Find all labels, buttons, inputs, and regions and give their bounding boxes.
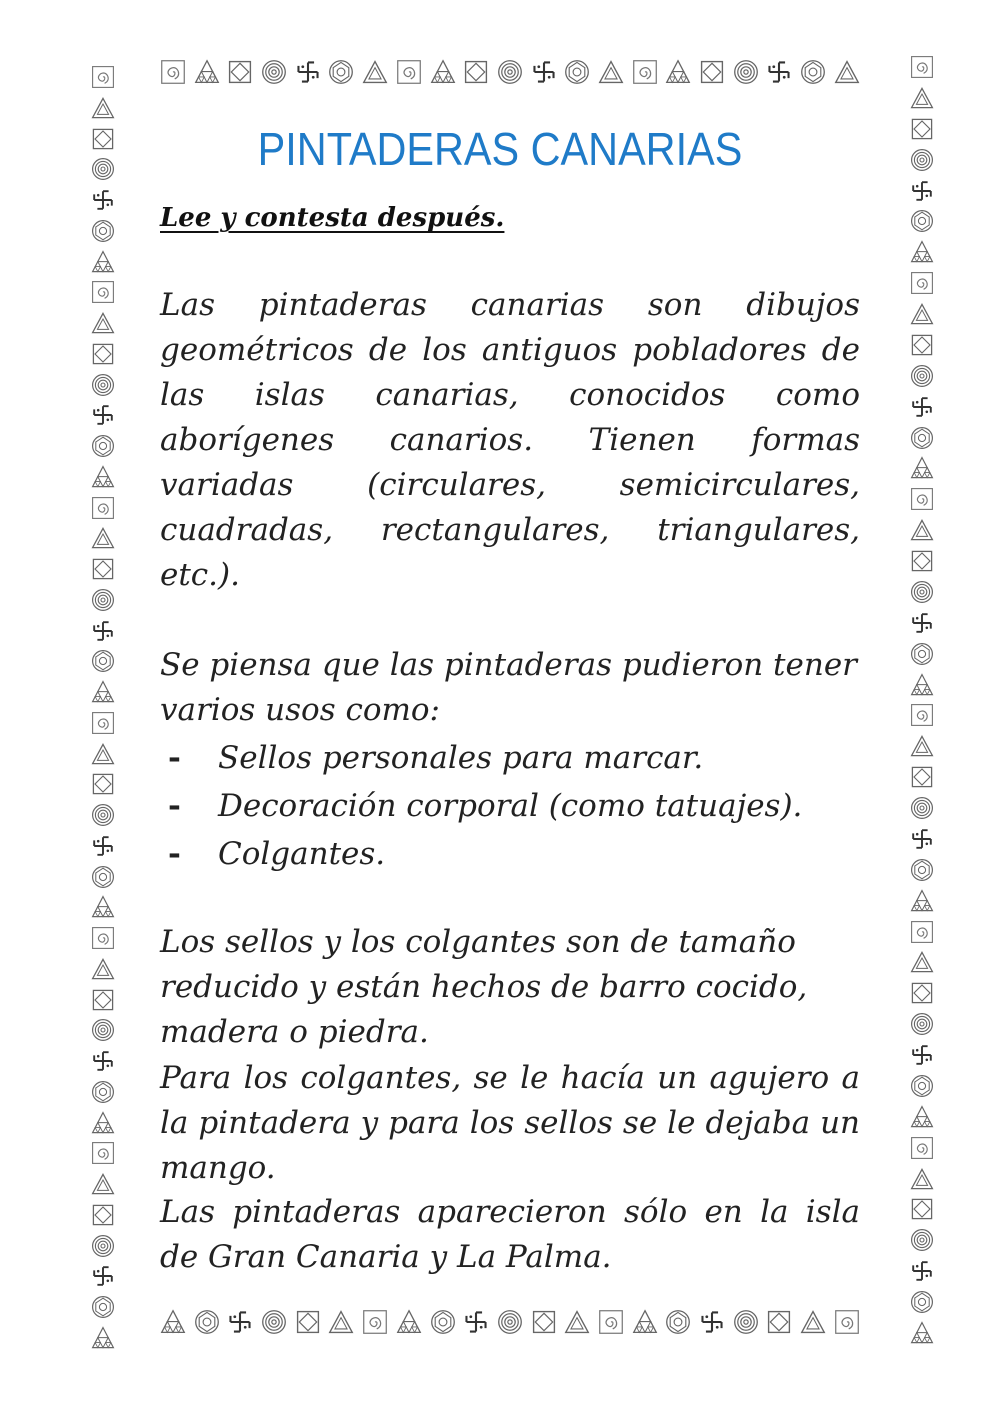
flower-circle-icon — [800, 59, 826, 85]
triangle-icon — [564, 1309, 590, 1335]
triangle-icon — [910, 518, 934, 542]
bullet-dash: - — [168, 836, 181, 872]
concentric-circles-icon — [91, 1234, 115, 1258]
holes-paragraph: Para los colgantes, se le hacía un agujero a la pintadera y para los sellos se le dejaba un mango. — [160, 1060, 860, 1186]
spiral-icon — [362, 1309, 388, 1335]
border-right — [905, 55, 939, 1345]
triangle-grid-icon — [910, 889, 934, 913]
list-item-text: Colgantes. — [218, 836, 386, 872]
triangle-grid-icon — [91, 250, 115, 274]
list-item — [160, 782, 860, 830]
list-item-text: Sellos personales para marcar. — [218, 740, 704, 776]
flower-circle-icon — [91, 649, 115, 673]
diamond-square-icon — [463, 59, 489, 85]
triangle-grid-icon — [396, 1309, 422, 1335]
list-item — [160, 734, 860, 782]
concentric-circles-icon — [733, 1309, 759, 1335]
flower-circle-icon — [665, 1309, 691, 1335]
triangle-icon — [91, 526, 115, 550]
concentric-circles-icon — [261, 1309, 287, 1335]
triangle-icon — [91, 1172, 115, 1196]
border-top — [160, 55, 860, 89]
uses-intro-paragraph: Se piensa que las pintaderas pudieron tener varios usos como: — [160, 647, 857, 728]
triangle-icon — [800, 1309, 826, 1335]
flower-circle-icon — [328, 59, 354, 85]
pinwheel-icon — [91, 619, 115, 643]
diamond-square-icon — [910, 549, 934, 573]
diamond-square-icon — [766, 1309, 792, 1335]
flower-circle-icon — [91, 865, 115, 889]
bullet-dash: - — [168, 740, 181, 776]
pinwheel-icon — [766, 59, 792, 85]
flower-circle-icon — [91, 1295, 115, 1319]
diamond-square-icon — [531, 1309, 557, 1335]
bullet-dash: - — [168, 788, 181, 824]
triangle-icon — [194, 59, 220, 85]
triangle-grid-icon — [91, 895, 115, 919]
diamond-square-icon — [91, 1203, 115, 1227]
concentric-circles-icon — [497, 59, 523, 85]
spiral-icon — [396, 59, 422, 85]
flower-circle-icon — [910, 858, 934, 882]
pinwheel-icon — [531, 59, 557, 85]
triangle-icon — [91, 96, 115, 120]
concentric-circles-icon — [910, 580, 934, 604]
flower-circle-icon — [194, 1309, 220, 1335]
triangle-grid-icon — [665, 59, 691, 85]
list-item — [160, 830, 860, 878]
pinwheel-icon — [463, 1309, 489, 1335]
spiral-icon — [910, 487, 934, 511]
pinwheel-icon — [910, 1043, 934, 1067]
concentric-circles-icon — [910, 1012, 934, 1036]
triangle-icon — [91, 957, 115, 981]
spiral-icon — [160, 59, 186, 85]
spiral-icon — [632, 59, 658, 85]
uses-list — [160, 734, 860, 878]
diamond-square-icon — [910, 333, 934, 357]
triangle-grid-icon — [160, 1309, 186, 1335]
diamond-square-icon — [227, 59, 253, 85]
pinwheel-icon — [91, 1049, 115, 1073]
concentric-circles-icon — [91, 588, 115, 612]
flower-circle-icon — [910, 642, 934, 666]
triangle-grid-icon — [910, 1321, 934, 1345]
islands-paragraph: Las pintaderas aparecieron sólo en la isla de Gran Canaria y La Palma. — [160, 1194, 860, 1275]
flower-circle-icon — [91, 434, 115, 458]
spiral-icon — [91, 280, 115, 304]
triangle-icon — [598, 59, 624, 85]
concentric-circles-icon — [91, 1018, 115, 1042]
spiral-icon — [910, 1136, 934, 1160]
flower-circle-icon — [91, 1080, 115, 1104]
triangle-grid-icon — [910, 240, 934, 264]
triangle-icon — [910, 1167, 934, 1191]
diamond-square-icon — [910, 765, 934, 789]
spiral-icon — [910, 920, 934, 944]
spiral-icon — [598, 1309, 624, 1335]
pinwheel-icon — [910, 179, 934, 203]
diamond-square-icon — [295, 1309, 321, 1335]
pinwheel-icon — [910, 827, 934, 851]
concentric-circles-icon — [910, 1228, 934, 1252]
concentric-circles-icon — [497, 1309, 523, 1335]
instruction-heading: Lee y contesta después. — [160, 203, 505, 233]
pinwheel-icon — [91, 1264, 115, 1288]
spiral-icon — [91, 711, 115, 735]
spiral-icon — [91, 1141, 115, 1165]
list-item-text: Decoración corporal (como tatuajes). — [218, 788, 803, 824]
pinwheel-icon — [295, 59, 321, 85]
diamond-square-icon — [699, 59, 725, 85]
pinwheel-icon — [91, 834, 115, 858]
diamond-square-icon — [910, 981, 934, 1005]
border-left — [86, 65, 120, 1350]
triangle-grid-icon — [91, 1326, 115, 1350]
triangle-icon — [910, 734, 934, 758]
diamond-square-icon — [910, 1197, 934, 1221]
triangle-grid-icon — [91, 680, 115, 704]
triangle-icon — [910, 302, 934, 326]
flower-circle-icon — [910, 426, 934, 450]
triangle-icon — [91, 742, 115, 766]
flower-circle-icon — [564, 59, 590, 85]
diamond-square-icon — [91, 772, 115, 796]
triangle-grid-icon — [910, 456, 934, 480]
pinwheel-icon — [910, 395, 934, 419]
concentric-circles-icon — [733, 59, 759, 85]
intro-paragraph: Las pintaderas canarias son dibujos geométricos de los antiguos pobladores de las islas canarias, conocidos como aborígenes canarios. Tienen formas variadas (circulares, semicirculares, cuadradas, rectangulares, triangulares, etc.). — [160, 287, 860, 593]
pinwheel-icon — [91, 188, 115, 212]
triangle-icon — [910, 86, 934, 110]
pinwheel-icon — [227, 1309, 253, 1335]
triangle-grid-icon — [430, 59, 456, 85]
diamond-square-icon — [91, 557, 115, 581]
diamond-square-icon — [91, 342, 115, 366]
flower-circle-icon — [910, 1074, 934, 1098]
diamond-square-icon — [91, 988, 115, 1012]
page-title: PINTADERAS CANARIAS — [257, 123, 743, 175]
material-paragraph: Los sellos y los colgantes son de tamaño reducido y están hechos de barro cocido, madera o piedra. — [160, 924, 808, 1050]
flower-circle-icon — [91, 219, 115, 243]
pinwheel-icon — [699, 1309, 725, 1335]
triangle-icon — [362, 59, 388, 85]
spiral-icon — [910, 271, 934, 295]
triangle-grid-icon — [91, 1111, 115, 1135]
spiral-icon — [91, 496, 115, 520]
pinwheel-icon — [910, 1259, 934, 1283]
spiral-icon — [91, 926, 115, 950]
concentric-circles-icon — [91, 373, 115, 397]
flower-circle-icon — [910, 1290, 934, 1314]
triangle-grid-icon — [632, 1309, 658, 1335]
flower-circle-icon — [910, 209, 934, 233]
spiral-icon — [910, 703, 934, 727]
pinwheel-icon — [91, 403, 115, 427]
concentric-circles-icon — [910, 796, 934, 820]
border-bottom — [160, 1305, 860, 1339]
triangle-grid-icon — [910, 1105, 934, 1129]
triangle-icon — [328, 1309, 354, 1335]
concentric-circles-icon — [91, 803, 115, 827]
triangle-grid-icon — [91, 465, 115, 489]
triangle-icon — [910, 950, 934, 974]
flower-circle-icon — [430, 1309, 456, 1335]
concentric-circles-icon — [910, 364, 934, 388]
concentric-circles-icon — [261, 59, 287, 85]
spiral-icon — [834, 1309, 860, 1335]
triangle-icon — [91, 311, 115, 335]
triangle-grid-icon — [910, 673, 934, 697]
pinwheel-icon — [910, 611, 934, 635]
spiral-icon — [910, 55, 934, 79]
spiral-icon — [91, 65, 115, 89]
triangle-icon — [834, 59, 860, 85]
